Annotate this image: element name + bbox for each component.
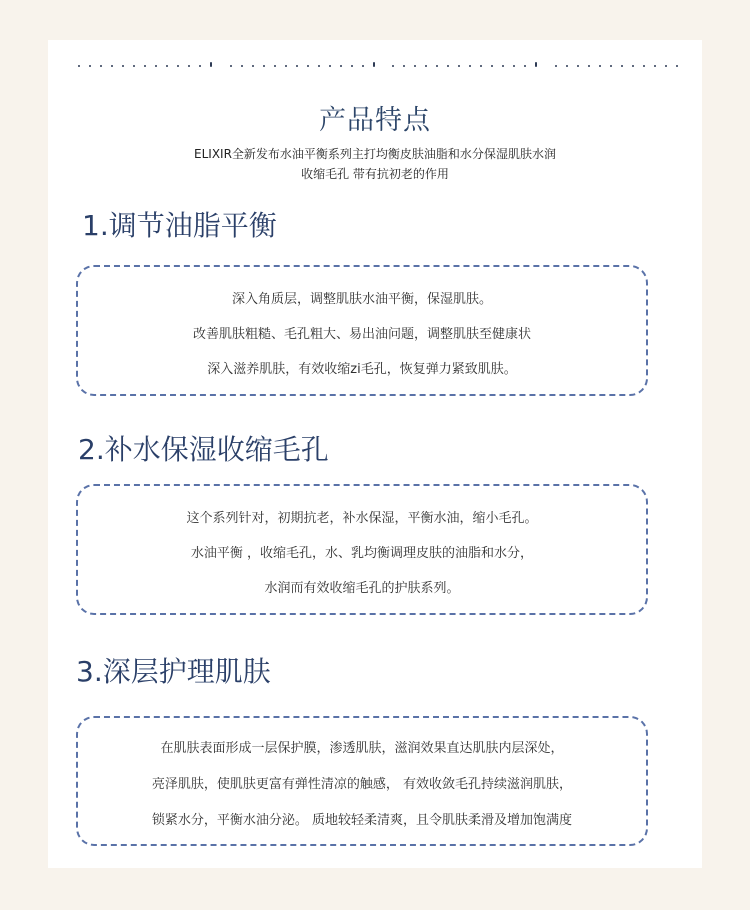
section-1-title: 1.调节油脂平衡 xyxy=(82,209,277,242)
dot-group xyxy=(230,65,375,67)
dotted-divider xyxy=(78,62,678,70)
dot-group xyxy=(555,65,678,67)
section-2-box xyxy=(76,484,648,615)
section-1-line-2: 改善肌肤粗糙、毛孔粗大、易出油问题，调整肌肤至健康状 xyxy=(192,327,531,342)
section-1-line-1: 深入角质层，调整肌肤水油平衡，保湿肌肤。 xyxy=(231,292,492,307)
section-2-line-3: 水润而有效收缩毛孔的护肤系列。 xyxy=(264,581,460,596)
content-card xyxy=(48,40,702,868)
section-2-title: 2.补水保湿收缩毛孔 xyxy=(78,433,329,466)
dot-group xyxy=(392,65,537,67)
section-1-line-3: 深入滋养肌肤，有效收缩zi毛孔，恢复弹力紧致肌肤。 xyxy=(207,362,517,377)
section-3-line-1: 在肌肤表面形成一层保护膜，渗透肌肤，滋润效果直达肌肤内层深处， xyxy=(160,741,564,756)
section-3-line-2: 亮泽肌肤，使肌肤更富有弹性清凉的触感， 有效收敛毛孔持续滋润肌肤， xyxy=(151,777,573,792)
subtitle-line-2: 收缩毛孔 带有抗初老的作用 xyxy=(301,167,449,181)
page-subtitle xyxy=(48,144,702,184)
dot-group xyxy=(78,65,212,67)
section-3-line-3: 锁紧水分，平衡水油分泌。 质地较轻柔清爽，且令肌肤柔滑及增加饱满度 xyxy=(151,813,573,828)
page-title: 产品特点 xyxy=(319,105,431,136)
section-1-box xyxy=(76,265,648,396)
section-3-box xyxy=(76,716,648,846)
section-3-title: 3.深层护理肌肤 xyxy=(76,655,271,688)
section-2-line-1: 这个系列针对，初期抗老，补水保湿，平衡水油，缩小毛孔。 xyxy=(186,511,538,526)
subtitle-line-1: ELIXIR全新发布水油平衡系列主打均衡皮肤油脂和水分保湿肌肤水润 xyxy=(194,147,556,161)
section-2-line-2: 水油平衡 ，收缩毛孔，水、乳均衡调理皮肤的油脂和水分， xyxy=(190,546,534,561)
